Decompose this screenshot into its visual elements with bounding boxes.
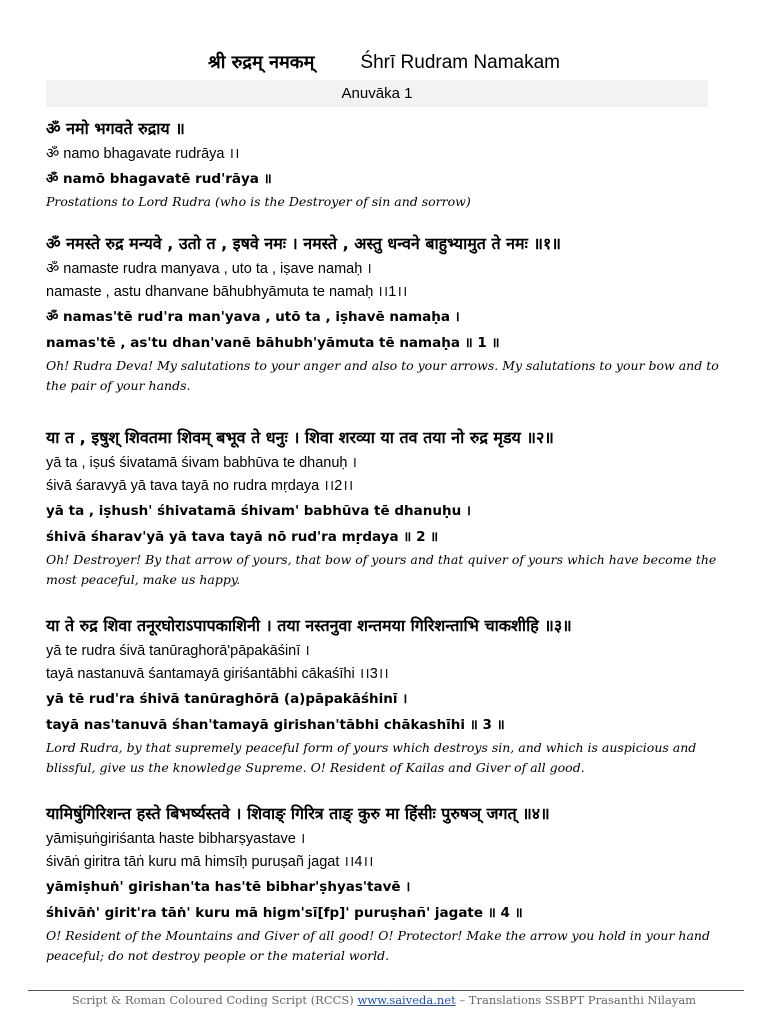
verse-devanagari: ॐ नमो भगवते रुद्राय ॥ — [46, 119, 185, 138]
verse-roman: ॐ namaste rudra manyava , uto ta , iṣave namaḥ । — [46, 261, 372, 277]
verse-roman: śivāṅ giritra tāṅ kuru mā himsīḥ puruṣañ jagat ।।4।। — [46, 854, 374, 870]
verse-roman: tayā nastanuvā śantamayā giriśantābhi cākaśīhi ।।3।। — [46, 666, 389, 682]
footer — [0, 993, 768, 1007]
verse-translation: O! Resident of the Mountains and Giver of all good! O! Protector! Make the arrow you hold in your hand peaceful; do not destroy people or the material world. — [46, 928, 710, 963]
footer-link[interactable]: www.saiveda.net — [357, 993, 456, 1007]
verse-translation: Oh! Destroyer! By that arrow of yours, that bow of yours and that quiver of yours which have become the most peaceful, make us happy. — [46, 552, 717, 587]
verse-translation: Lord Rudra, by that supremely peaceful form of yours which destroys sin, and which is auspicious and blissful, give us the knowledge Supreme. O! Resident of Kailas and Giver of all good. — [46, 740, 697, 775]
footer-suffix: – Translations SSBPT Prasanthi Nilayam — [455, 993, 697, 1007]
verse-devanagari: या ते रुद्र शिवा तनूरघोराऽपापकाशिनी । तया नस्तनुवा शन्तमया गिरिशन्ताभि चाकशीहि ॥३॥ — [46, 616, 572, 635]
verse-coded: ॐ namas'tē rud'ra man'yava , utō ta , iṣhavē namaḥa । — [46, 309, 460, 325]
verse-coded: yāmiṣhuṅ' girishan'ta has'tē bibhar'ṣhyas'tavē । — [46, 879, 411, 895]
verse-devanagari: या त , इषुश् शिवतमा शिवम् बभूव ते धनुः । शिवा शरव्या या तव तया नो रुद्र मृडय ॥२॥ — [46, 428, 554, 447]
verse-block — [46, 612, 726, 778]
verse-devanagari: यामिषुंगिरिशन्त हस्ते बिभर्ष्यस्तवे । शिवाङ् गिरित्र ताङ् कुरु मा हिंसीः पुरुषञ् जगत् ॥४॥ — [46, 804, 550, 823]
verse-roman: yā te rudra śivā tanūraghorā'pāpakāśinī । — [46, 643, 310, 659]
footer-divider — [28, 990, 744, 991]
verse-roman: yā ta , iṣuś śivatamā śivam babhūva te dhanuḥ । — [46, 455, 357, 471]
verse-roman: śivā śaravyā yā tava tayā no rudra mṛdaya ।।2।। — [46, 478, 354, 494]
verse-translation: Prostations to Lord Rudra (who is the Destroyer of sin and sorrow) — [46, 194, 471, 209]
section-heading: Anuvāka 1 — [46, 80, 708, 107]
title-devanagari: श्री रुद्रम् नमकम् — [208, 52, 315, 73]
footer-prefix: Script & Roman Coloured Coding Script (RCCS) — [71, 993, 358, 1007]
verse-roman: namaste , astu dhanvane bāhubhyāmuta te namaḥ ।।1।। — [46, 284, 408, 300]
verse-block — [46, 800, 726, 966]
verse-translation: Oh! Rudra Deva! My salutations to your anger and also to your arrows. My salutations to your bow and to the pair of your hands. — [46, 358, 719, 393]
verse-coded: namas'tē , as'tu dhan'vanē bāhubh'yāmuta tē namaḥa ॥ 1 ॥ — [46, 335, 500, 351]
verse-block — [46, 115, 726, 212]
verse-block — [46, 230, 726, 396]
verse-coded: śhivā śharav'yā yā tava tayā nō rud'ra mṛdaya ॥ 2 ॥ — [46, 529, 439, 545]
verse-coded: tayā nas'tanuvā śhan'tamayā girishan'tābhi chākashīhi ॥ 3 ॥ — [46, 717, 505, 733]
verse-coded: ॐ namō bhagavatē rud'rāya ॥ — [46, 171, 272, 187]
verse-roman: ॐ namo bhagavate rudrāya ।। — [46, 146, 240, 162]
page-title — [0, 50, 768, 74]
verse-block — [46, 424, 726, 590]
title-roman: Śhrī Rudram Namakam — [360, 52, 560, 73]
verse-coded: yā ta , iṣhush' śhivatamā śhivam' babhūva tē dhanuḥu । — [46, 503, 471, 519]
verse-devanagari: ॐ नमस्ते रुद्र मन्यवे , उतो त , इषवे नमः । नमस्ते , अस्तु धन्वने बाहुभ्यामुत ते नमः ॥१॥ — [46, 234, 561, 253]
verse-coded: yā tē rud'ra śhivā tanūraghōrā (a)pāpakāśhinī । — [46, 691, 408, 707]
verse-roman: yāmiṣuṅgiriśanta haste bibharṣyastave । — [46, 831, 306, 847]
verse-coded: śhivāṅ' girit'ra tāṅ' kuru mā higm'sī[fp]' puruṣhañ' jagate ॥ 4 ॥ — [46, 905, 523, 921]
